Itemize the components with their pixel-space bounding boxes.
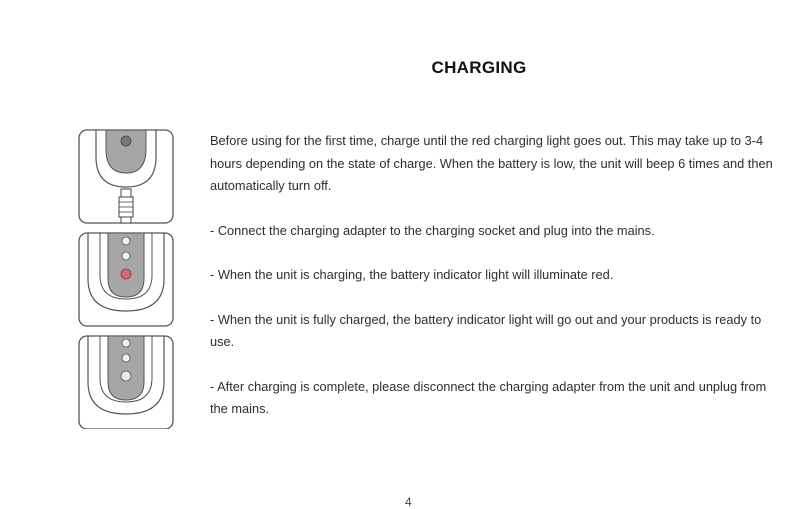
step-charging-indicator: - When the unit is charging, the battery indicator light will illuminate red. [210,267,614,282]
panel-fully-charged [79,336,173,429]
battery-indicator-red-icon [121,269,131,279]
power-button-icon [122,237,130,245]
charging-illustrations [78,129,174,429]
battery-indicator-off-icon [121,371,131,381]
mode-button-icon [122,252,130,260]
step-fully-charged: - When the unit is fully charged, the battery indicator light will go out and your products is ready to use. [210,311,762,349]
indicator-light-icon [121,136,131,146]
panel-charging-red [79,233,173,326]
step-connect-adapter: - Connect the charging adapter to the charging socket and plug into the mains. [210,222,655,238]
page-number: 4 [405,495,412,509]
power-button-icon [122,339,130,347]
charging-plug-icon [119,189,133,223]
page-title: CHARGING [431,58,527,77]
mode-button-icon [122,354,130,362]
step-disconnect: - After charging is complete, please disconnect the charging adapter from the unit and unplug from the mains. [210,378,767,416]
instructions-body [210,130,775,443]
panel-plug-connection [79,130,173,223]
intro-paragraph: Before using for the first time, charge until the red charging light goes out. This may take up to 3-4 hours depending on the state of charge. When the battery is low, the unit will beep 6 times and then automatically turn off. [210,133,773,193]
